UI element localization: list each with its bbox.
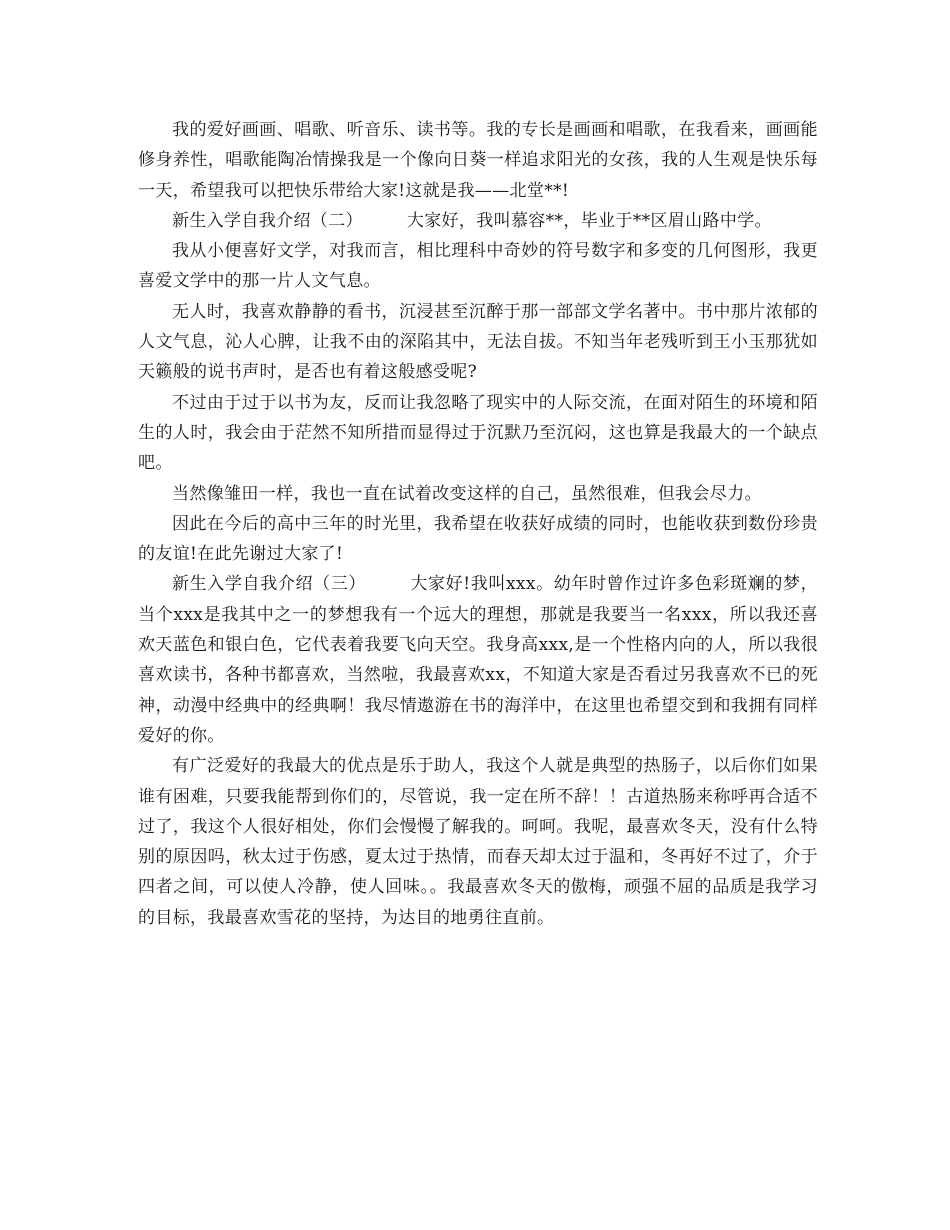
paragraph-hope xyxy=(138,509,818,570)
document-body xyxy=(138,115,818,933)
paragraph-hobbies xyxy=(138,115,818,206)
paragraph-intro-two xyxy=(138,206,818,236)
paragraph-text: 不过由于过于以书为友，反而让我忽略了现实中的人际交流，在面对陌生的环境和陌生的人时，我会由于茫然不知所措而显得过于沉默乃至沉闷，这也算是我最大的一个缺点吧。 xyxy=(138,392,818,474)
paragraph-text: 我的爱好画画、唱歌、听音乐、读书等。我的专长是画画和唱歌，在我看来，画画能修身养性，唱歌能陶冶情操我是一个像向日葵一样追求阳光的女孩，我的人生观是快乐每一天，希望我可以把快乐带给大家!这就是我——北堂**! xyxy=(138,120,818,201)
paragraph-intro-three xyxy=(138,569,818,751)
paragraph-text: 无人时，我喜欢静静的看书，沉浸甚至沉醉于那一部部文学名著中。书中那片浓郁的人文气息，沁人心脾，让我不由的深陷其中，无法自拔。不知当年老残听到王小玉那犹如天籁般的说书声时，是否也有着这般感受呢? xyxy=(138,301,818,383)
paragraph-reading xyxy=(138,297,818,388)
paragraph-text: 有广泛爱好的我最大的优点是乐于助人，我这个人就是典型的热肠子，以后你们如果谁有困难，只要我能帮到你们的，尽管说，我一定在所不辞！！古道热肠来称呼再合适不过了，我这个人很好相处，你们会慢慢了解我的。呵呵。我呢，最喜欢冬天，没有什么特别的原因吗，秋太过于伤感，夏太过于热情，而春天却太过于温和，冬再好不过了，介于四者之间，可以使人冷静，使人回味。。我最喜欢冬天的傲梅，顽强不屈的品质是我学习的目标，我最喜欢雪花的坚持，为达目的地勇往直前。 xyxy=(138,756,818,928)
paragraph-text: 我从小便喜好文学，对我而言，相比理科中奇妙的符号数字和多变的几何图形，我更喜爱文学中的那一片人文气息。 xyxy=(138,241,818,292)
paragraph-text: 当然像雏田一样，我也一直在试着改变这样的自己，虽然很难，但我会尽力。 xyxy=(172,483,762,504)
section-heading: 新生入学自我介绍（二） xyxy=(172,210,363,231)
section-heading: 新生入学自我介绍（三） xyxy=(172,574,367,595)
paragraph-text: 大家好!我叫xxx。幼年时曾作过许多色彩斑斓的梦，当个xxx是我其中之一的梦想我有一个远大的理想，那就是我要当一名xxx，所以我还喜欢天蓝色和银白色，它代表着我要飞向天空。我身高xxx,是一个性格内向的人，所以我很喜欢读书，各种书都喜欢，当然啦，我最喜欢xx，不知道大家是否看过另我喜欢不已的死神，动漫中经典中的经典啊！我尽情遨游在书的海洋中，在这里也希望交到和我拥有同样爱好的你。 xyxy=(138,574,819,746)
paragraph-literature xyxy=(138,236,818,297)
paragraph-text: 因此在今后的高中三年的时光里，我希望在收获好成绩的同时，也能收获到数份珍贵的友谊!在此先谢过大家了! xyxy=(138,513,818,565)
paragraph-change xyxy=(138,479,818,509)
paragraph-shortcoming xyxy=(138,388,818,479)
paragraph-helpful xyxy=(138,751,818,933)
paragraph-text: 大家好，我叫慕容**，毕业于**区眉山路中学。 xyxy=(406,210,772,231)
